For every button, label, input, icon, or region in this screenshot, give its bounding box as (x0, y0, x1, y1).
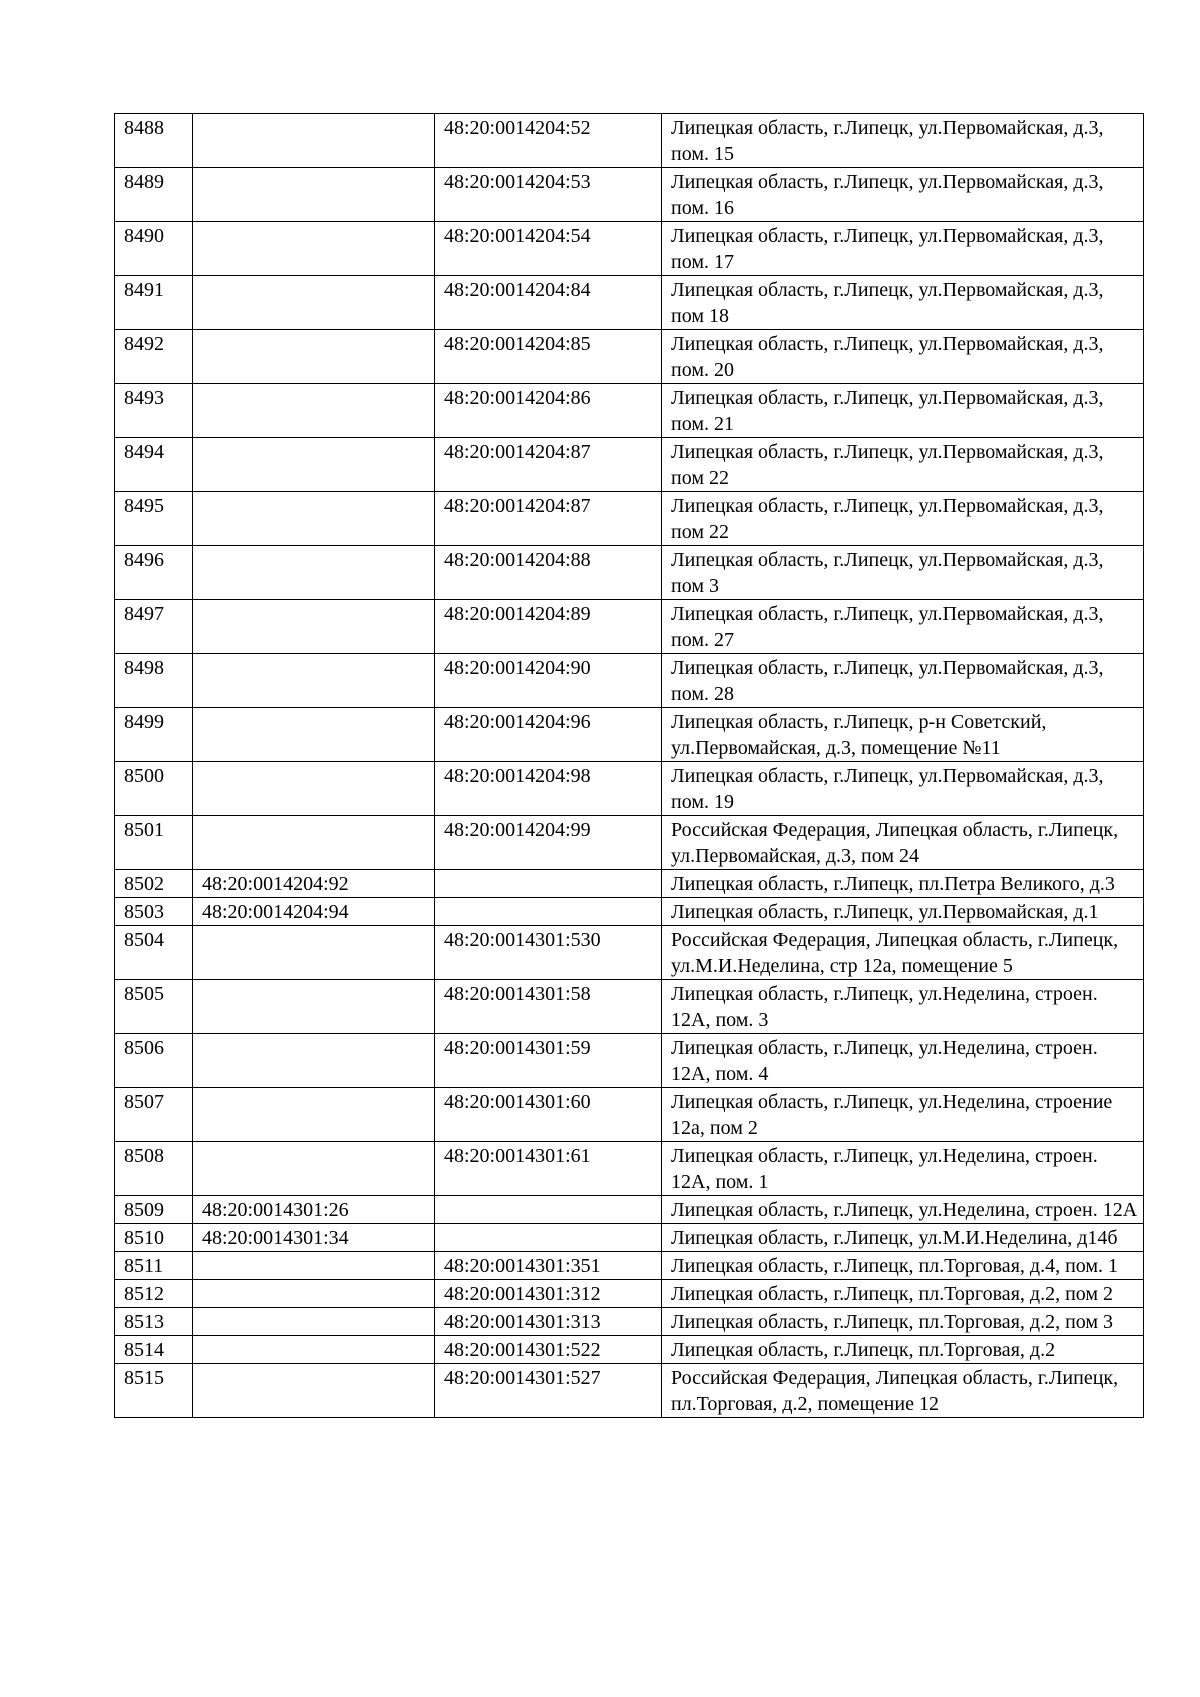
row-number-cell: 8514 (115, 1336, 193, 1364)
table-row (115, 492, 1144, 546)
table-row (115, 926, 1144, 980)
land-cadastral-number-cell (193, 980, 435, 1034)
object-cadastral-number-cell: 48:20:0014204:99 (435, 816, 662, 870)
table-row (115, 654, 1144, 708)
address-cell: Липецкая область, г.Липецк, пл.Торговая, д.2, пом 3 (662, 1308, 1144, 1336)
object-cadastral-number-cell: 48:20:0014301:59 (435, 1034, 662, 1088)
land-cadastral-number-cell: 48:20:0014204:94 (193, 898, 435, 926)
table-row (115, 546, 1144, 600)
address-cell: Липецкая область, г.Липецк, ул.Неделина, строение 12а, пом 2 (662, 1088, 1144, 1142)
address-cell: Липецкая область, г.Липецк, пл.Торговая, д.2, пом 2 (662, 1280, 1144, 1308)
row-number-cell: 8494 (115, 438, 193, 492)
row-number-cell: 8509 (115, 1196, 193, 1224)
row-number-cell: 8496 (115, 546, 193, 600)
row-number-cell: 8489 (115, 168, 193, 222)
address-cell: Липецкая область, г.Липецк, ул.Первомайская, д.1 (662, 898, 1144, 926)
row-number-cell: 8505 (115, 980, 193, 1034)
land-cadastral-number-cell (193, 762, 435, 816)
address-cell: Липецкая область, г.Липецк, ул.Первомайская, д.3, пом. 27 (662, 600, 1144, 654)
object-cadastral-number-cell: 48:20:0014301:312 (435, 1280, 662, 1308)
table-row (115, 1142, 1144, 1196)
table-row (115, 600, 1144, 654)
table-row (115, 1308, 1144, 1336)
object-cadastral-number-cell: 48:20:0014204:96 (435, 708, 662, 762)
table-row (115, 276, 1144, 330)
row-number-cell: 8510 (115, 1224, 193, 1252)
row-number-cell: 8500 (115, 762, 193, 816)
table-row (115, 1336, 1144, 1364)
row-number-cell: 8498 (115, 654, 193, 708)
address-cell: Липецкая область, г.Липецк, пл.Торговая, д.2 (662, 1336, 1144, 1364)
land-cadastral-number-cell: 48:20:0014204:92 (193, 870, 435, 898)
table-row (115, 870, 1144, 898)
row-number-cell: 8508 (115, 1142, 193, 1196)
row-number-cell: 8504 (115, 926, 193, 980)
row-number-cell: 8502 (115, 870, 193, 898)
land-cadastral-number-cell (193, 114, 435, 168)
table-row (115, 114, 1144, 168)
row-number-cell: 8491 (115, 276, 193, 330)
land-cadastral-number-cell (193, 546, 435, 600)
row-number-cell: 8512 (115, 1280, 193, 1308)
object-cadastral-number-cell: 48:20:0014301:313 (435, 1308, 662, 1336)
object-cadastral-number-cell: 48:20:0014204:98 (435, 762, 662, 816)
object-cadastral-number-cell: 48:20:0014204:52 (435, 114, 662, 168)
land-cadastral-number-cell (193, 1034, 435, 1088)
row-number-cell: 8490 (115, 222, 193, 276)
object-cadastral-number-cell: 48:20:0014204:89 (435, 600, 662, 654)
land-cadastral-number-cell (193, 438, 435, 492)
row-number-cell: 8499 (115, 708, 193, 762)
land-cadastral-number-cell (193, 1336, 435, 1364)
address-cell: Липецкая область, г.Липецк, ул.Первомайская, д.3, пом 22 (662, 438, 1144, 492)
table-row (115, 1280, 1144, 1308)
address-cell: Липецкая область, г.Липецк, ул.Неделина, строен. 12А (662, 1196, 1144, 1224)
registry-table (114, 113, 1144, 1418)
row-number-cell: 8503 (115, 898, 193, 926)
object-cadastral-number-cell: 48:20:0014204:86 (435, 384, 662, 438)
table-row (115, 762, 1144, 816)
object-cadastral-number-cell: 48:20:0014204:85 (435, 330, 662, 384)
table-row (115, 1196, 1144, 1224)
address-cell: Российская Федерация, Липецкая область, г.Липецк, пл.Торговая, д.2, помещение 12 (662, 1364, 1144, 1418)
address-cell: Липецкая область, г.Липецк, ул.Первомайская, д.3, пом. 21 (662, 384, 1144, 438)
address-cell: Липецкая область, г.Липецк, ул.М.И.Неделина, д14б (662, 1224, 1144, 1252)
address-cell: Российская Федерация, Липецкая область, г.Липецк, ул.М.И.Неделина, стр 12а, помещение 5 (662, 926, 1144, 980)
object-cadastral-number-cell: 48:20:0014204:90 (435, 654, 662, 708)
table-row (115, 222, 1144, 276)
land-cadastral-number-cell (193, 1280, 435, 1308)
land-cadastral-number-cell (193, 168, 435, 222)
object-cadastral-number-cell: 48:20:0014204:87 (435, 438, 662, 492)
table-row (115, 708, 1144, 762)
object-cadastral-number-cell (435, 870, 662, 898)
object-cadastral-number-cell: 48:20:0014301:530 (435, 926, 662, 980)
registry-table-body (115, 114, 1144, 1418)
land-cadastral-number-cell (193, 1308, 435, 1336)
object-cadastral-number-cell: 48:20:0014301:58 (435, 980, 662, 1034)
object-cadastral-number-cell: 48:20:0014204:53 (435, 168, 662, 222)
table-row (115, 816, 1144, 870)
row-number-cell: 8507 (115, 1088, 193, 1142)
row-number-cell: 8495 (115, 492, 193, 546)
object-cadastral-number-cell: 48:20:0014204:88 (435, 546, 662, 600)
address-cell: Липецкая область, г.Липецк, пл.Торговая, д.4, пом. 1 (662, 1252, 1144, 1280)
table-row (115, 384, 1144, 438)
object-cadastral-number-cell: 48:20:0014204:84 (435, 276, 662, 330)
land-cadastral-number-cell (193, 276, 435, 330)
land-cadastral-number-cell (193, 1088, 435, 1142)
address-cell: Липецкая область, г.Липецк, ул.Первомайская, д.3, пом 18 (662, 276, 1144, 330)
row-number-cell: 8511 (115, 1252, 193, 1280)
land-cadastral-number-cell (193, 708, 435, 762)
land-cadastral-number-cell (193, 816, 435, 870)
object-cadastral-number-cell: 48:20:0014301:351 (435, 1252, 662, 1280)
address-cell: Липецкая область, г.Липецк, ул.Первомайская, д.3, пом. 16 (662, 168, 1144, 222)
table-row (115, 330, 1144, 384)
table-row (115, 898, 1144, 926)
row-number-cell: 8501 (115, 816, 193, 870)
land-cadastral-number-cell (193, 1142, 435, 1196)
row-number-cell: 8488 (115, 114, 193, 168)
address-cell: Липецкая область, г.Липецк, ул.Первомайская, д.3, пом 3 (662, 546, 1144, 600)
address-cell: Липецкая область, г.Липецк, ул.Неделина, строен. 12А, пом. 4 (662, 1034, 1144, 1088)
object-cadastral-number-cell: 48:20:0014204:87 (435, 492, 662, 546)
row-number-cell: 8492 (115, 330, 193, 384)
object-cadastral-number-cell: 48:20:0014301:527 (435, 1364, 662, 1418)
table-row (115, 1034, 1144, 1088)
row-number-cell: 8515 (115, 1364, 193, 1418)
land-cadastral-number-cell (193, 654, 435, 708)
row-number-cell: 8497 (115, 600, 193, 654)
address-cell: Липецкая область, г.Липецк, ул.Неделина, строен. 12А, пом. 3 (662, 980, 1144, 1034)
land-cadastral-number-cell (193, 926, 435, 980)
row-number-cell: 8506 (115, 1034, 193, 1088)
table-row (115, 1224, 1144, 1252)
object-cadastral-number-cell: 48:20:0014301:60 (435, 1088, 662, 1142)
address-cell: Липецкая область, г.Липецк, ул.Первомайская, д.3, пом. 15 (662, 114, 1144, 168)
row-number-cell: 8493 (115, 384, 193, 438)
object-cadastral-number-cell (435, 1224, 662, 1252)
land-cadastral-number-cell (193, 222, 435, 276)
address-cell: Липецкая область, г.Липецк, ул.Первомайская, д.3, пом. 17 (662, 222, 1144, 276)
object-cadastral-number-cell: 48:20:0014301:61 (435, 1142, 662, 1196)
land-cadastral-number-cell (193, 1364, 435, 1418)
object-cadastral-number-cell (435, 1196, 662, 1224)
land-cadastral-number-cell: 48:20:0014301:26 (193, 1196, 435, 1224)
address-cell: Липецкая область, г.Липецк, ул.Первомайская, д.3, пом. 28 (662, 654, 1144, 708)
object-cadastral-number-cell: 48:20:0014301:522 (435, 1336, 662, 1364)
address-cell: Липецкая область, г.Липецк, пл.Петра Великого, д.3 (662, 870, 1144, 898)
land-cadastral-number-cell (193, 330, 435, 384)
table-row (115, 438, 1144, 492)
land-cadastral-number-cell (193, 1252, 435, 1280)
table-row (115, 1364, 1144, 1418)
address-cell: Липецкая область, г.Липецк, ул.Первомайская, д.3, пом. 19 (662, 762, 1144, 816)
address-cell: Российская Федерация, Липецкая область, г.Липецк, ул.Первомайская, д.3, пом 24 (662, 816, 1144, 870)
address-cell: Липецкая область, г.Липецк, ул.Первомайская, д.3, пом 22 (662, 492, 1144, 546)
address-cell: Липецкая область, г.Липецк, ул.Первомайская, д.3, пом. 20 (662, 330, 1144, 384)
table-row (115, 980, 1144, 1034)
table-row (115, 168, 1144, 222)
row-number-cell: 8513 (115, 1308, 193, 1336)
address-cell: Липецкая область, г.Липецк, ул.Неделина, строен. 12А, пом. 1 (662, 1142, 1144, 1196)
table-row (115, 1252, 1144, 1280)
object-cadastral-number-cell: 48:20:0014204:54 (435, 222, 662, 276)
land-cadastral-number-cell (193, 384, 435, 438)
land-cadastral-number-cell (193, 492, 435, 546)
table-row (115, 1088, 1144, 1142)
land-cadastral-number-cell: 48:20:0014301:34 (193, 1224, 435, 1252)
land-cadastral-number-cell (193, 600, 435, 654)
object-cadastral-number-cell (435, 898, 662, 926)
address-cell: Липецкая область, г.Липецк, р-н Советский, ул.Первомайская, д.3, помещение №11 (662, 708, 1144, 762)
